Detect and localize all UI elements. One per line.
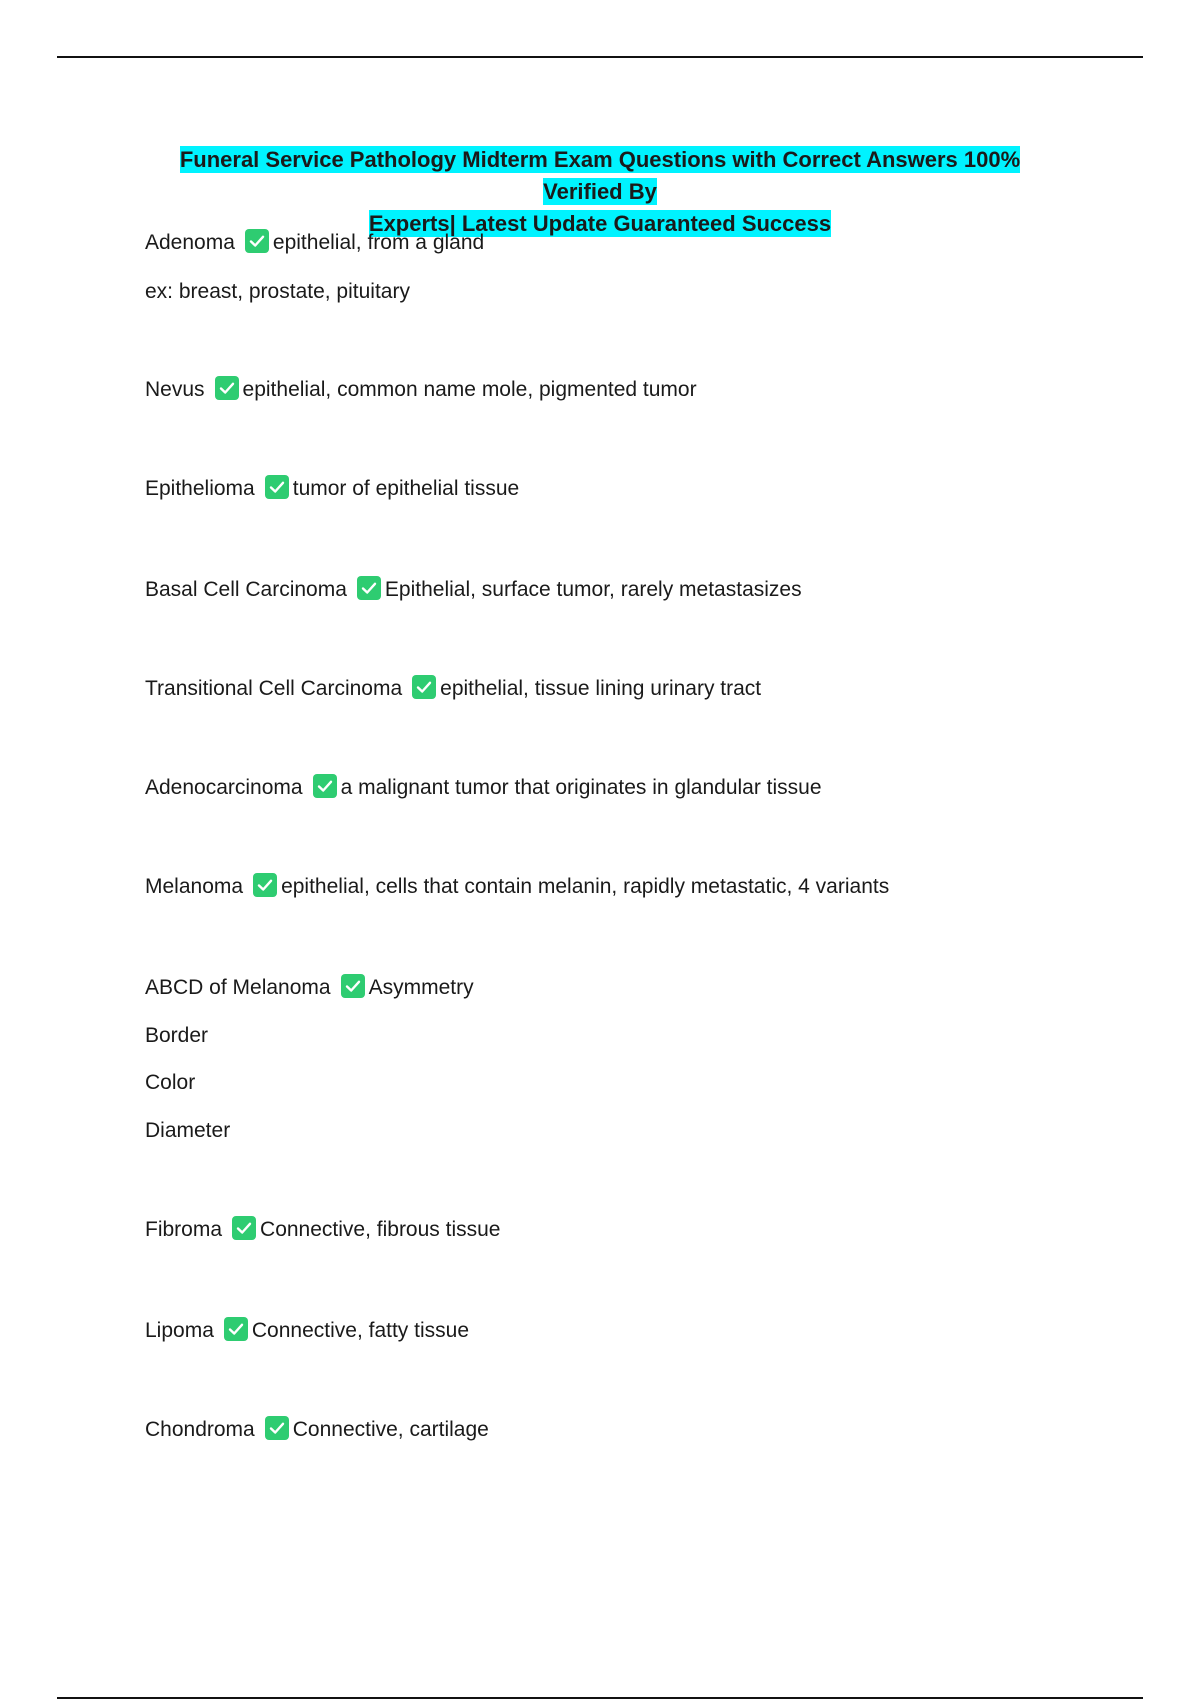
qa-entry bbox=[145, 1316, 1145, 1346]
answer-text: Asymmetry bbox=[368, 976, 474, 999]
check-icon bbox=[232, 1216, 256, 1240]
term-label: Epithelioma bbox=[145, 477, 255, 500]
answer-extra-line: Diameter bbox=[145, 1119, 231, 1142]
term-label: Lipoma bbox=[145, 1319, 214, 1342]
answer-text: tumor of epithelial tissue bbox=[292, 477, 520, 500]
answer-text: Connective, fibrous tissue bbox=[260, 1218, 501, 1241]
answer-text: Connective, fatty tissue bbox=[251, 1319, 469, 1342]
term-label: Basal Cell Carcinoma bbox=[145, 578, 347, 601]
qa-entry bbox=[145, 773, 1145, 803]
answer-text: Connective, cartilage bbox=[292, 1418, 489, 1441]
footer-rule bbox=[57, 1697, 1143, 1699]
header-rule bbox=[57, 56, 1143, 58]
check-icon bbox=[357, 576, 381, 600]
answer-text: epithelial, common name mole, pigmented tumor bbox=[242, 378, 697, 401]
check-icon bbox=[341, 974, 365, 998]
check-icon bbox=[253, 873, 277, 897]
check-icon bbox=[224, 1317, 248, 1341]
term-label: ABCD of Melanoma bbox=[145, 976, 331, 999]
answer-text: epithelial, from a gland bbox=[272, 231, 485, 254]
qa-entry bbox=[145, 973, 1145, 1003]
qa-entry bbox=[145, 1415, 1145, 1445]
answer-extra-line: Color bbox=[145, 1071, 196, 1094]
title-line-2: Experts| Latest Update Guaranteed Success bbox=[368, 211, 832, 236]
term-label: Melanoma bbox=[145, 875, 244, 898]
check-icon bbox=[265, 1416, 289, 1440]
qa-entry bbox=[145, 1215, 1145, 1245]
answer-text: epithelial, tissue lining urinary tract bbox=[440, 677, 762, 700]
check-icon bbox=[412, 675, 436, 699]
term-label: Fibroma bbox=[145, 1218, 223, 1241]
qa-entry bbox=[145, 872, 1145, 902]
check-icon bbox=[265, 475, 289, 499]
check-icon bbox=[215, 376, 239, 400]
qa-entry bbox=[145, 575, 1145, 605]
check-icon bbox=[313, 774, 337, 798]
answer-extra-line: ex: breast, prostate, pituitary bbox=[145, 280, 410, 303]
term-label: Adenocarcinoma bbox=[145, 776, 303, 799]
answer-text: Epithelial, surface tumor, rarely metastasizes bbox=[384, 578, 802, 601]
qa-entry bbox=[145, 375, 1145, 405]
answer-text: a malignant tumor that originates in glandular tissue bbox=[340, 776, 822, 799]
term-label: Transitional Cell Carcinoma bbox=[145, 677, 403, 700]
answer-text: epithelial, cells that contain melanin, rapidly metastatic, 4 variants bbox=[281, 875, 890, 898]
term-label: Chondroma bbox=[145, 1418, 255, 1441]
qa-entry bbox=[145, 228, 1145, 258]
qa-entry bbox=[145, 674, 1145, 704]
term-label: Nevus bbox=[145, 378, 205, 401]
document-title bbox=[140, 144, 1060, 240]
title-line-1: Funeral Service Pathology Midterm Exam Questions with Correct Answers 100% Verified By bbox=[179, 147, 1021, 204]
qa-entry bbox=[145, 474, 1145, 504]
check-icon bbox=[245, 229, 269, 253]
answer-extra-line: Border bbox=[145, 1024, 209, 1047]
term-label: Adenoma bbox=[145, 231, 235, 254]
